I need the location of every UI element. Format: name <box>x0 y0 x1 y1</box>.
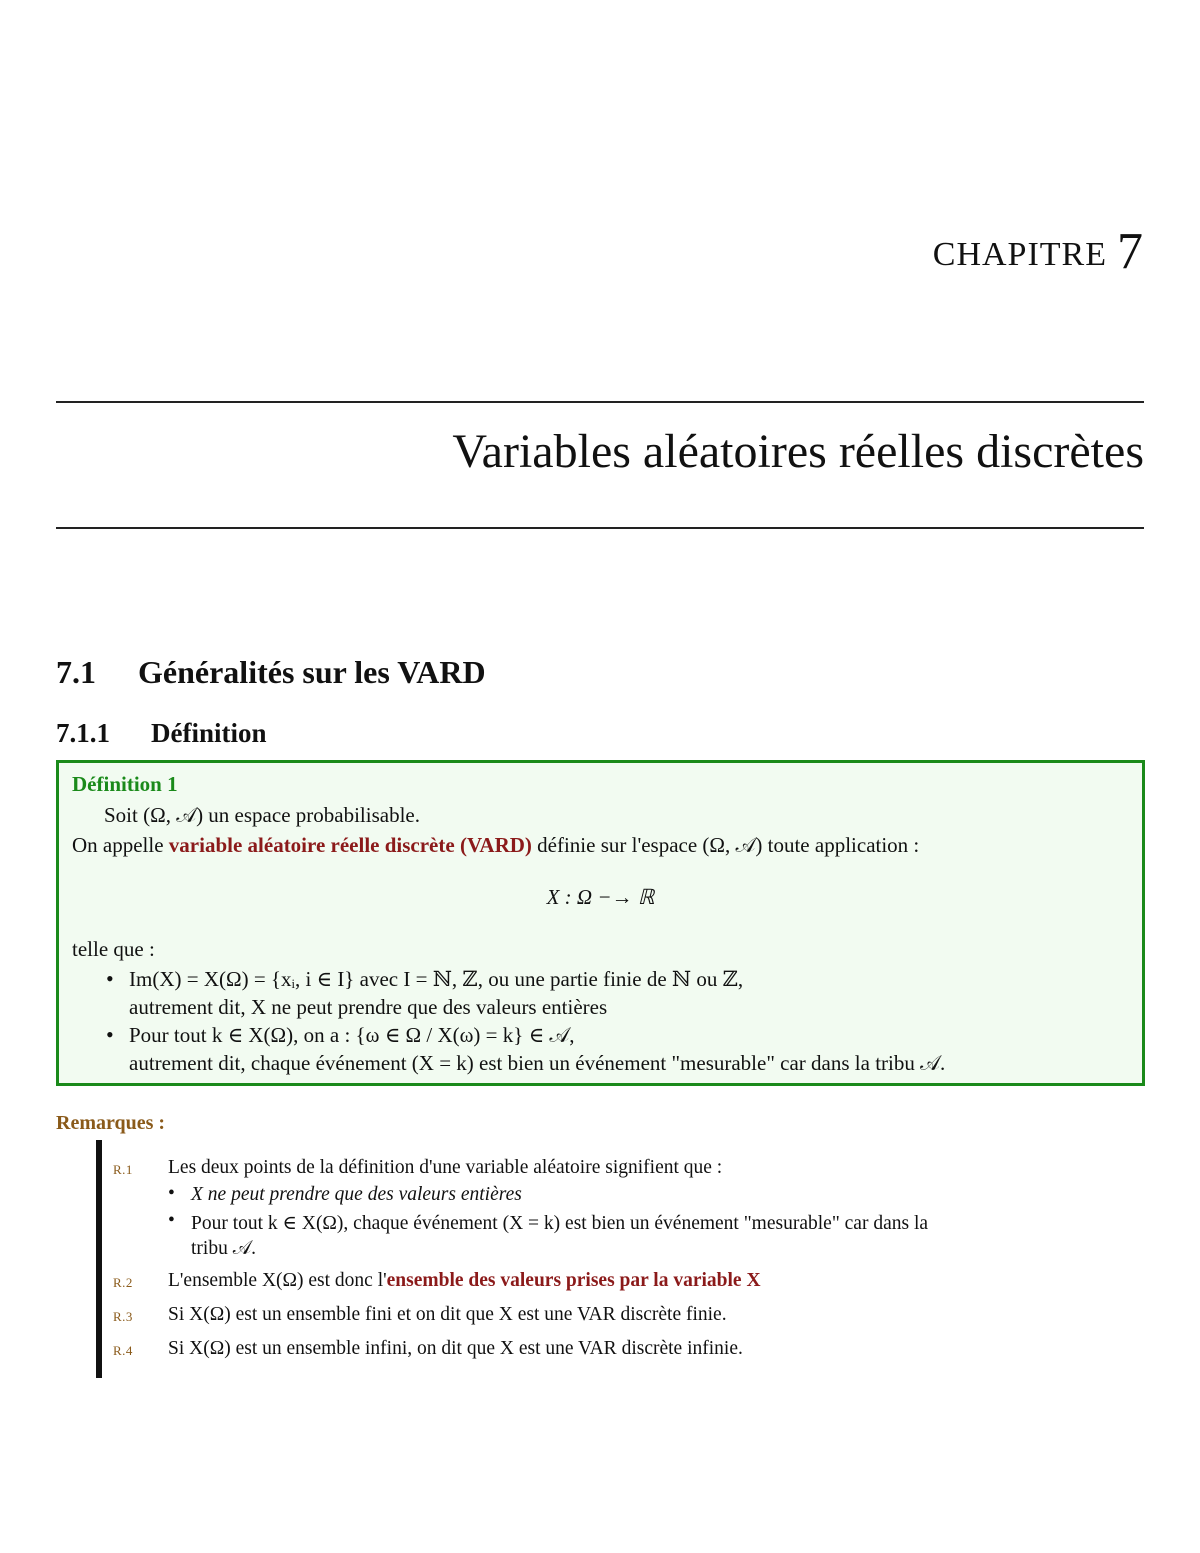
chapter-number: 7 <box>1117 223 1144 280</box>
definition-line-2-post: définie sur l'espace (Ω, 𝒜) toute application : <box>531 833 920 857</box>
section-title: Généralités sur les VARD <box>138 654 486 690</box>
definition-box <box>56 760 1145 1086</box>
section-heading <box>56 654 486 691</box>
chapter-word: CHAPITRE <box>932 236 1107 273</box>
remark-text-pre: L'ensemble X(Ω) est donc l' <box>168 1270 387 1291</box>
subsection-title: Définition <box>151 718 267 748</box>
section-number: 7.1 <box>56 654 96 690</box>
chapter-label <box>933 222 1144 281</box>
definition-highlight: variable aléatoire réelle discrète (VARD) <box>168 833 532 857</box>
remarks-sidebar <box>96 1140 102 1378</box>
remark-number: R.4 <box>113 1343 133 1358</box>
remarks-title: Remarques : <box>56 1112 166 1134</box>
definition-telle-que: telle que : <box>72 937 155 961</box>
remark-highlight: ensemble des valeurs prises par la variable X <box>386 1270 761 1291</box>
remark-text: Les deux points de la définition d'une variable aléatoire signifient que : <box>168 1157 723 1178</box>
definition-line-2-pre: On appelle <box>72 833 169 857</box>
definition-equation: X : Ω −→ ℝ <box>546 885 655 909</box>
remark-subitem-cont: tribu 𝒜. <box>191 1238 257 1259</box>
definition-bullet-2b: autrement dit, chaque événement (X = k) est bien un événement "mesurable" car dans la tribu 𝒜. <box>129 1051 946 1075</box>
remark-number: R.1 <box>113 1162 133 1177</box>
definition-bullet-1b: autrement dit, X ne peut prendre que des valeurs entières <box>129 995 608 1019</box>
remark-text <box>168 1270 761 1292</box>
definition-bullet-2a: Pour tout k ∈ X(Ω), on a : {ω ∈ Ω / X(ω) = k} ∈ 𝒜, <box>129 1023 575 1047</box>
bullet-icon: • <box>106 1022 114 1047</box>
subsection-heading <box>56 718 267 749</box>
title-rule-bottom <box>56 527 1144 529</box>
remark-subitem: Pour tout k ∈ X(Ω), chaque événement (X = k) est bien un événement "mesurable" car dans la <box>191 1213 929 1234</box>
bullet-icon: • <box>168 1183 175 1204</box>
remark-number: R.3 <box>113 1309 133 1324</box>
definition-line-2 <box>72 833 919 858</box>
remark-number: R.2 <box>113 1275 133 1290</box>
definition-line-1: Soit (Ω, 𝒜) un espace probabilisable. <box>104 803 420 827</box>
chapter-title: Variables aléatoires réelles discrètes <box>452 425 1144 478</box>
subsection-number: 7.1.1 <box>56 718 110 748</box>
definition-title: Définition 1 <box>72 772 178 796</box>
remark-text: Si X(Ω) est un ensemble infini, on dit que X est une VAR discrète infinie. <box>168 1338 743 1359</box>
definition-bullet-1a: Im(X) = X(Ω) = {xᵢ, i ∈ I} avec I = ℕ, ℤ, ou une partie finie de ℕ ou ℤ, <box>129 967 744 991</box>
remark-text: Si X(Ω) est un ensemble fini et on dit que X est une VAR discrète finie. <box>168 1304 727 1325</box>
title-rule-top <box>56 401 1144 403</box>
bullet-icon: • <box>106 966 114 991</box>
bullet-icon: • <box>168 1210 175 1231</box>
remark-subitem: X ne peut prendre que des valeurs entières <box>191 1184 522 1205</box>
